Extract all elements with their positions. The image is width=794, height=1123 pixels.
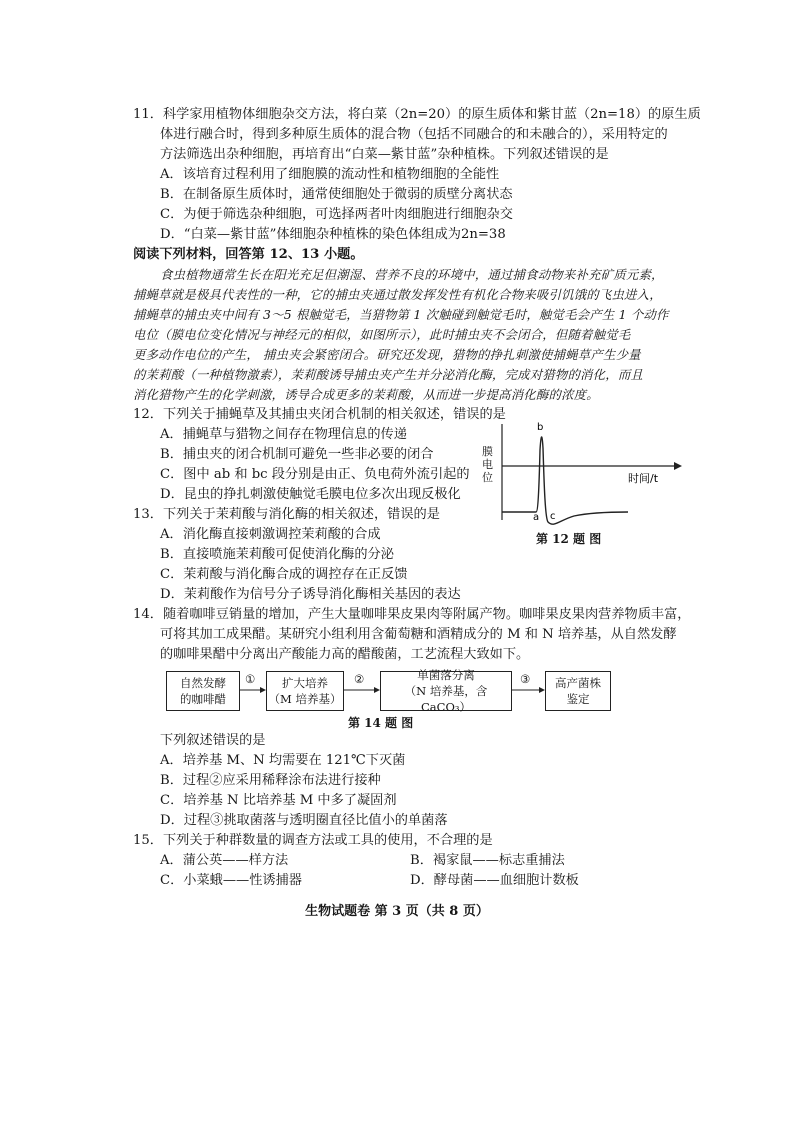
figure12-caption: 第 12 题 图 [536,532,602,546]
flow-box-source-l2: 的咖啡醋 [180,692,226,706]
q15-option-b: B．褐家鼠——标志重捕法 [410,853,565,868]
arrow-3-head [539,687,545,693]
passage-line2: 捕蝇草就是极具代表性的一种，它的捕虫夹通过散发挥发性有机化合物来吸引饥饿的飞虫进入， [133,287,662,302]
page-footer: 生物试题卷 第 3 页（共 8 页） [305,904,489,919]
reading-intro: 阅读下列材料，回答第 12、13 小题。 [133,247,364,262]
q11-stem-line2: 体进行融合时，得到多种原生质体的混合物（包括不同融合的和未融合的），采用特定的 [160,127,668,142]
q15-stem: 15．下列关于种群数量的调查方法或工具的使用，不合理的是 [133,833,493,848]
flow-box-identify-l2: 鉴定 [566,692,590,706]
q11-stem-line3: 方法筛选出杂种细胞，再培育出“白菜—紫甘蓝”杂种植株。下列叙述错误的是 [160,147,609,162]
q11-stem-line1: 11．科学家用植物体细胞杂交方法，将白菜（2n=20）的原生质体和紫甘蓝（2n=18）的原生质 [133,107,701,122]
flow-box-culture-l2: （M 培养基） [268,692,342,706]
q12-option-d: D．昆虫的挣扎刺激使触觉毛膜电位多次出现反极化 [160,487,461,502]
flow-box-isolation-l2: （N 培养基，含 CaCO₃） [404,684,488,714]
q15-option-c: C．小菜蛾——性诱捕器 [160,873,302,888]
q12-option-a: A．捕蝇草与猎物之间存在物理信息的传递 [160,427,407,442]
step-2-label: ② [354,672,365,686]
arrow-2-head [374,687,380,693]
q12-option-c: C．图中 ab 和 bc 段分别是由正、负电荷外流引起的 [160,467,470,482]
q11-option-b: B．在制备原生质体时，通常使细胞处于微弱的质壁分离状态 [160,187,513,202]
q11-option-d: D．“白菜—紫甘蓝”体细胞杂种植株的染色体组成为2n=38 [160,227,506,242]
y-axis-label: 膜电位 [482,445,493,484]
q12-option-b: B．捕虫夹的闭合机制可避免一些非必要的闭合 [160,447,434,462]
flow-box-source-l1: 自然发酵 [180,676,226,690]
passage-line5: 更多动作电位的产生， 捕虫夹会紧密闭合。研究还发现，猎物的挣扎刺激使捕蝇草产生少量 [133,347,641,362]
q14-option-c: C．培养基 N 比培养基 M 中多了凝固剂 [160,793,397,808]
flow-box-identify-l1: 高产菌株 [555,676,601,690]
q11-option-c: C．为便于筛选杂种细胞，可选择两者叶肉细胞进行细胞杂交 [160,207,513,222]
q13-stem: 13．下列关于茉莉酸与消化酶的相关叙述，错误的是 [133,507,440,522]
q11-option-a: A．该培育过程利用了细胞膜的流动性和植物细胞的全能性 [160,167,500,182]
flow-box-culture-l1: 扩大培养 [282,676,328,690]
passage-line1: 食虫植物通常生长在阳光充足但潮湿、营养不良的环境中，通过捕食动物来补充矿质元素， [160,267,664,282]
q12-stem: 12．下列关于捕蝇草及其捕虫夹闭合机制的相关叙述，错误的是 [133,407,506,422]
q14-option-b: B．过程②应采用稀释涂布法进行接种 [160,773,381,788]
q13-option-a: A．消化酶直接刺激调控茉莉酸的合成 [160,527,381,542]
flow-box-isolation-l1: 单菌落分离 [417,668,475,682]
q15-option-d: D．酵母菌——血细胞计数板 [410,873,579,888]
figure14-caption: 第 14 题 图 [348,716,414,730]
q14-option-d: D．过程③挑取菌落与透明圈直径比值小的单菌落 [160,813,448,828]
point-a-label: a [533,512,540,523]
arrow-1-head [260,687,266,693]
q13-option-d: D．茉莉酸作为信号分子诱导消化酶相关基因的表达 [160,587,461,602]
q14-stem-line2: 可将其加工成果醋。某研究小组利用含葡萄糖和酒精成分的 M 和 N 培养基，从自然发酵 [160,627,677,642]
x-axis-label: 时间/t [628,472,659,485]
q14-stem-line3: 的咖啡果醋中分离出产酸能力高的醋酸菌，工艺流程大致如下。 [160,647,530,662]
point-c-label: c [550,511,556,522]
passage-line3: 捕蝇草的捕虫夹中间有 3～5 根触觉毛，当猎物第 1 次触碰到触觉毛时，触觉毛会产生 1 个动作 [133,307,669,322]
q15-option-a: A．蒲公英——样方法 [160,853,289,868]
step-3-label: ③ [520,672,531,686]
q14-lead: 下列叙述错误的是 [160,733,266,748]
q14-stem-line1: 14．随着咖啡豆销量的增加，产生大量咖啡果皮果肉等附属产物。咖啡果皮果肉营养物质丰富， [133,607,691,622]
q13-option-c: C．茉莉酸与消化酶合成的调控存在正反馈 [160,567,408,582]
point-b-label: b [537,422,544,433]
step-1-label: ① [245,672,256,686]
passage-line7: 消化猎物产生的化学刺激，诱导合成更多的茉莉酸，从而进一步提高消化酶的浓度。 [133,387,599,402]
passage-line6: 的茉莉酸（一种植物激素），茉莉酸诱导捕虫夹产生并分泌消化酶，完成对猎物的消化，而且 [133,367,644,382]
q14-option-a: A．培养基 M、N 均需要在 121℃下灭菌 [160,753,406,768]
passage-line4: 电位（膜电位变化情况与神经元的相似，如图所示），此时捕虫夹不会闭合，但随着触觉毛 [133,327,631,342]
q13-option-b: B．直接喷施茉莉酸可促使消化酶的分泌 [160,547,394,562]
